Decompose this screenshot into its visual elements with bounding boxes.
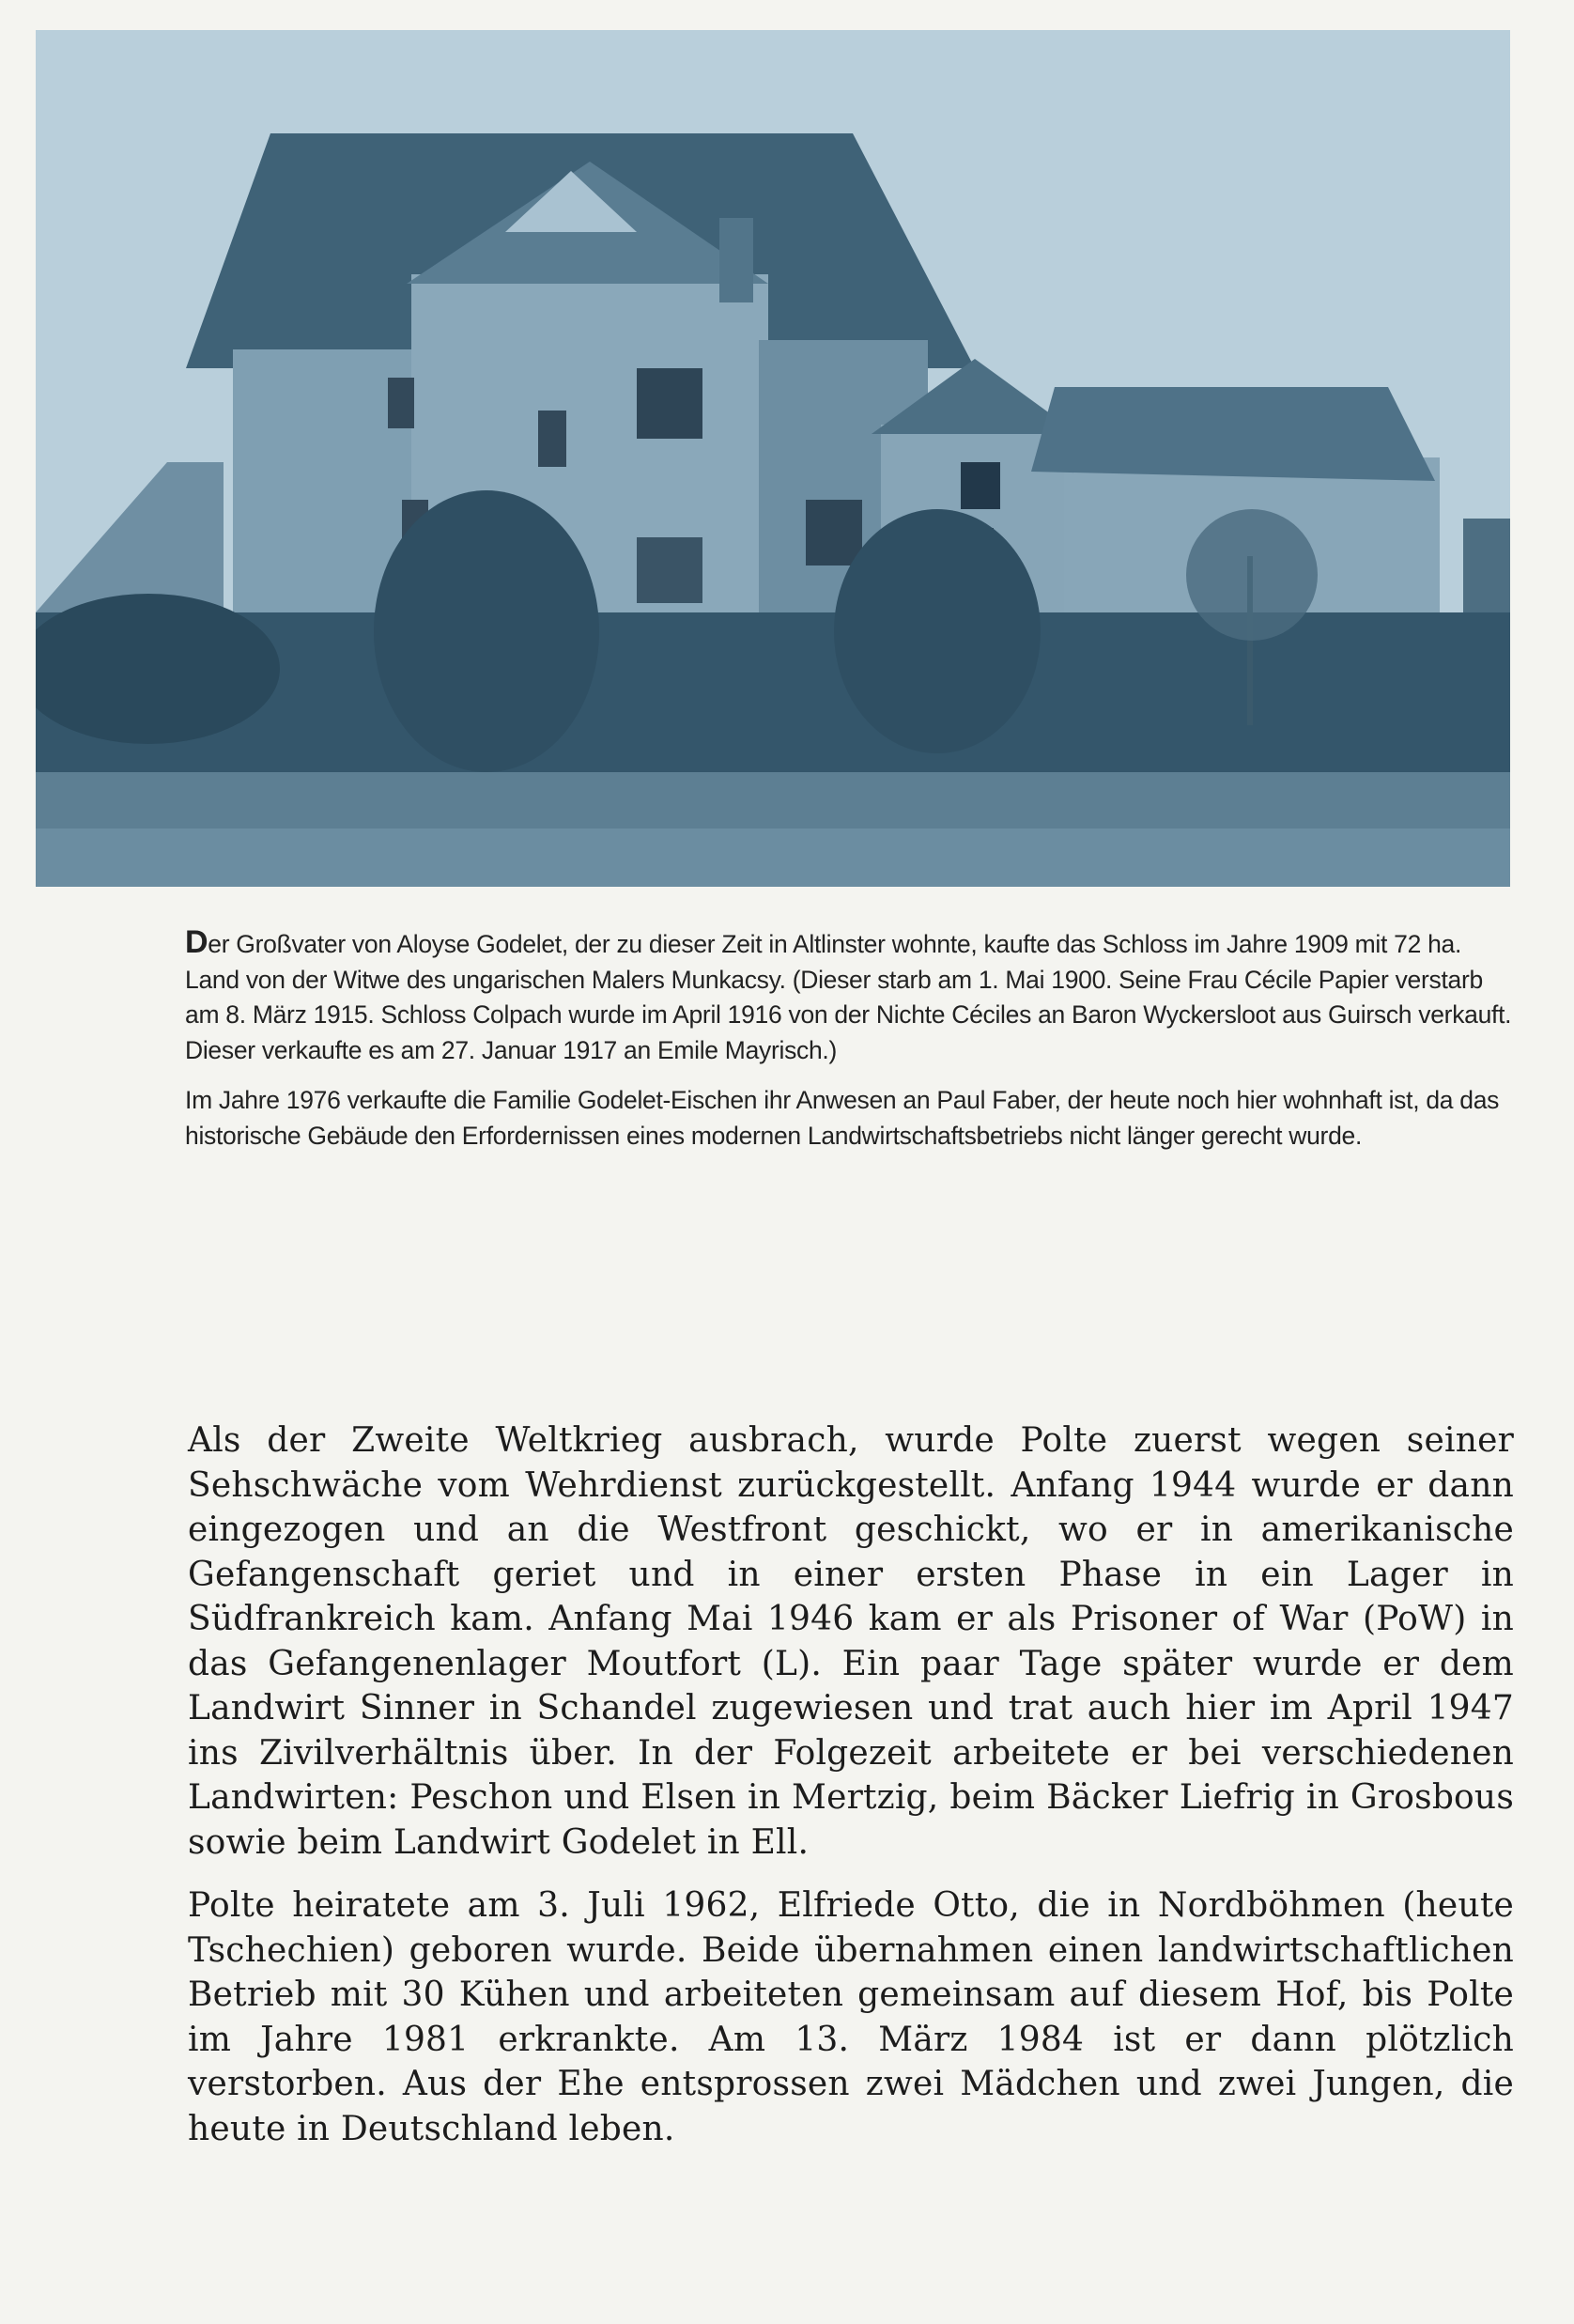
castle-photograph (36, 30, 1510, 887)
body-paragraph-1: Als der Zweite Weltkrieg ausbrach, wurde Polte zuerst wegen seiner Sehschwäche vom Wehrdienst zurückgestellt. Anfang 1944 wurde er dann eingezogen und an die Westfront geschickt, wo er in amerikanische Gefangenschaft geriet und in einer ersten Phase in ein Lager in Südfrankreich kam. Anfang Mai 1946 kam er als Prisoner of War (PoW) in das Gefangenenlager Moutfort (L). Ein paar Tage später wurde er dem Landwirt Sinner in Schandel zugewiesen und trat auch hier im April 1947 ins Zivilverhältnis über. In der Folgezeit arbeitete er bei verschiedenen Landwirten: Peschon und Elsen in Mertzig, beim Bäcker Liefrig in Grosbous sowie beim Landwirt Godelet in Ell. (188, 1421, 1514, 1862)
article-body (188, 1418, 1514, 2151)
caption-paragraph-1 (185, 925, 1519, 1068)
photo-caption (185, 925, 1519, 1154)
castle-photo-illustration (36, 30, 1510, 887)
caption-dropcap: D (185, 924, 208, 960)
caption-paragraph-2: Im Jahre 1976 verkaufte die Familie Godelet-Eischen ihr Anwesen an Paul Faber, der heute noch hier wohnhaft ist, da das historische Gebäude den Erfordernissen eines modernen Landwirtschaftsbetriebs nicht länger gerecht wurde. (185, 1086, 1500, 1150)
caption-paragraph-1-text: er Großvater von Aloyse Godelet, der zu dieser Zeit in Altlinster wohnte, kaufte das Schloss im Jahre 1909 mit 72 ha. Land von der Witwe des ungarischen Malers Munkacsy. (Dieser starb am 1. Mai 1900. Seine Frau Cécile Papier verstarb am 8. März 1915. Schloss Colpach wurde im April 1916 von der Nichte Céciles an Baron Wyckersloot aus Guirsch verkauft. Dieser verkaufte es am 27. Januar 1917 an Emile Mayrisch.) (185, 930, 1512, 1064)
body-paragraph-2: Polte heiratete am 3. Juli 1962, Elfriede Otto, die in Nordböhmen (heute Tschechien) geboren wurde. Beide übernahmen einen landwirtschaftlichen Betrieb mit 30 Kühen und arbeiteten gemeinsam auf diesem Hof, bis Polte im Jahre 1981 erkrankte. Am 13. März 1984 ist er dann plötzlich verstorben. Aus der Ehe entsprossen zwei Mädchen und zwei Jungen, die heute in Deutschland leben. (188, 1886, 1514, 2148)
